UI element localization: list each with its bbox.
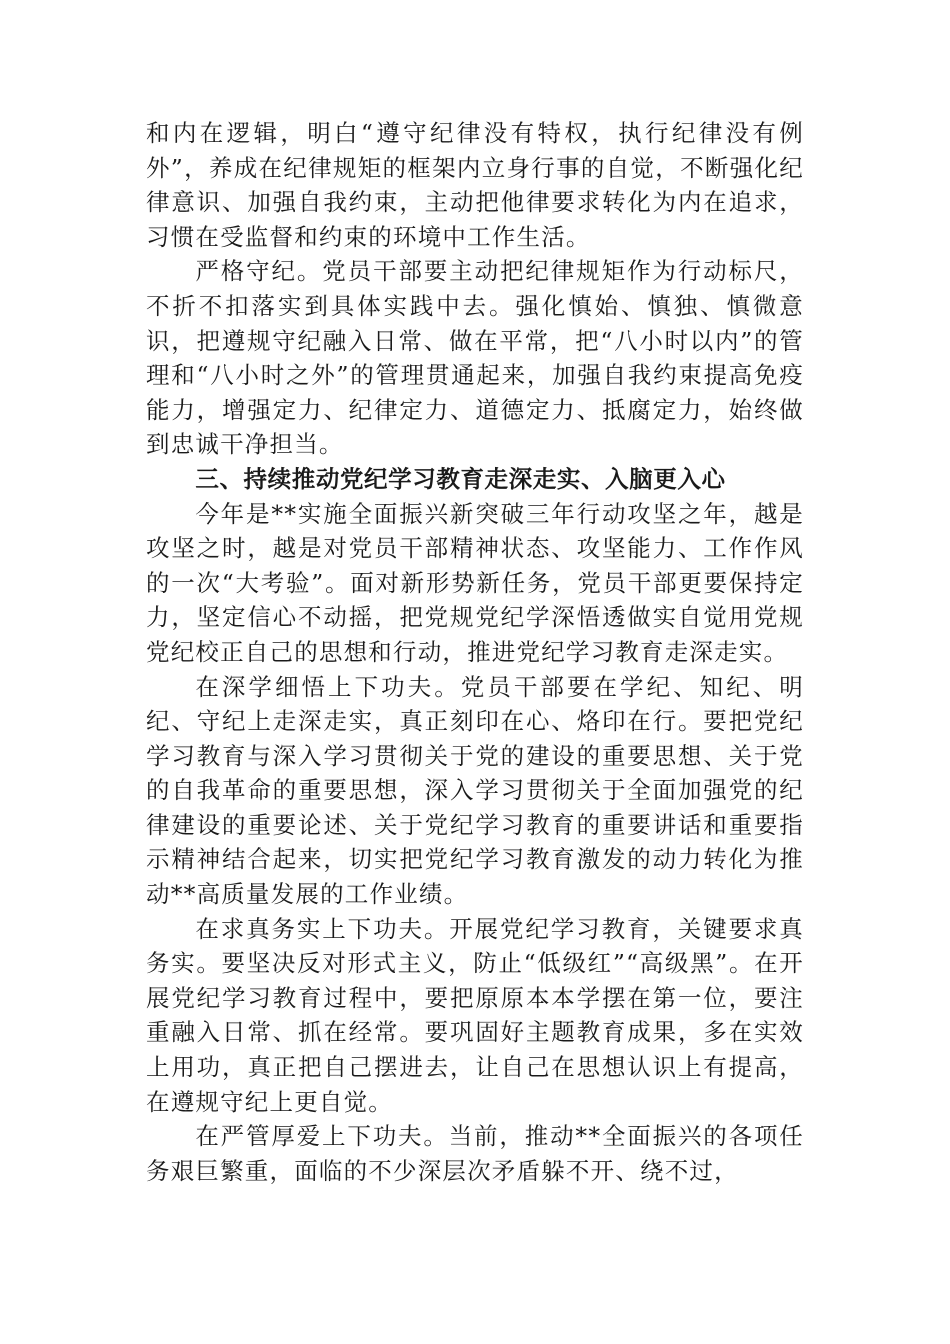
paragraph-this-year: 今年是**实施全面振兴新突破三年行动攻坚之年，越是攻坚之时，越是对党员干部精神状态、攻坚能力、工作作风的一次“大考验”。面对新形势新任务，党员干部更要保持定力，坚定信心不动摇，把党规党纪学深悟透做实自觉用党规党纪校正自己的思想和行动，推进党纪学习教育走深走实。	[146, 499, 804, 666]
document-body	[146, 116, 804, 1188]
paragraph-pragmatic: 在求真务实上下功夫。开展党纪学习教育，关键要求真务实。要坚决反对形式主义，防止“低级红”“高级黑”。在开展党纪学习教育过程中，要把原原本本学摆在第一位，要注重融入日常、抓在经常。要巩固好主题教育成果，多在实效上用功，真正把自己摆进去，让自己在思想认识上有提高，在遵规守纪上更自觉。	[146, 914, 804, 1116]
section-heading-three: 三、持续推动党纪学习教育走深走实、入脑更入心	[195, 464, 726, 493]
paragraph-strict-discipline: 严格守纪。党员干部要主动把纪律规矩作为行动标尺，不折不扣落实到具体实践中去。强化慎始、慎独、慎微意识，把遵规守纪融入日常、做在平常，把“八小时以内”的管理和“八小时之外”的管理贯通起来，加强自我约束提高免疫能力，增强定力、纪律定力、道德定力、抵腐定力，始终做到忠诚干净担当。	[146, 257, 804, 459]
paragraph-strict-care: 在严管厚爱上下功夫。当前，推动**全面振兴的各项任务艰巨繁重，面临的不少深层次矛盾躲不开、绕不过，	[146, 1122, 804, 1185]
paragraph-deep-study: 在深学细悟上下功夫。党员干部要在学纪、知纪、明纪、守纪上走深走实，真正刻印在心、烙印在行。要把党纪学习教育与深入学习贯彻关于党的建设的重要思想、关于党的自我革命的重要思想，深入学习贯彻关于全面加强党的纪律建设的重要论述、关于党纪学习教育的重要讲话和重要指示精神结合起来，切实把党纪学习教育激发的动力转化为推动**高质量发展的工作业绩。	[146, 672, 804, 909]
paragraph-continuation: 和内在逻辑，明白“遵守纪律没有特权，执行纪律没有例外”，养成在纪律规矩的框架内立身行事的自觉，不断强化纪律意识、加强自我约束，主动把他律要求转化为内在追求，习惯在受监督和约束的环境中工作生活。	[146, 119, 804, 251]
